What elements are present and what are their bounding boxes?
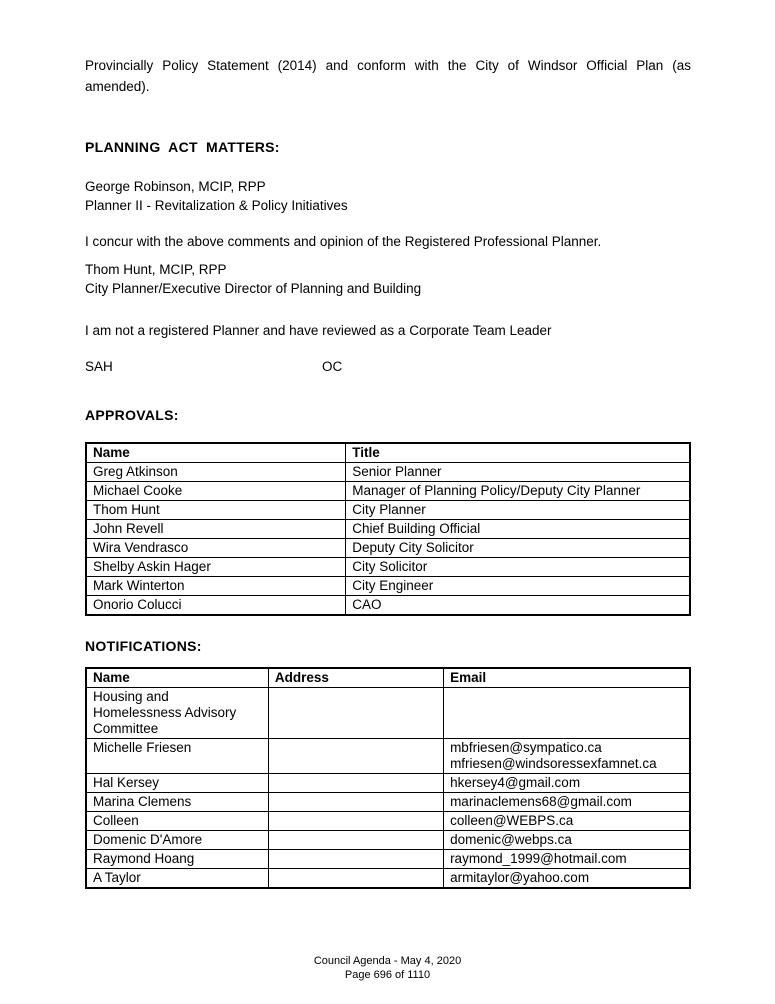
table-cell [268, 688, 443, 739]
table-row [86, 577, 690, 596]
table-cell: Raymond Hoang [86, 850, 268, 869]
column-header: Email [444, 668, 690, 688]
table-cell: hkersey4@gmail.com [444, 774, 690, 793]
author-name: George Robinson, MCIP, RPP [85, 179, 266, 194]
planning-act-heading: PLANNING ACT MATTERS: [85, 139, 280, 155]
approvals-heading: APPROVALS: [85, 407, 179, 423]
table-header-row [86, 443, 690, 463]
table-cell [268, 869, 443, 889]
column-header: Address [268, 668, 443, 688]
table-row [86, 774, 690, 793]
table-header-row [86, 668, 690, 688]
table-cell: Shelby Askin Hager [86, 558, 346, 577]
table-cell: CAO [346, 596, 690, 616]
table-cell [268, 850, 443, 869]
table-row [86, 520, 690, 539]
notifications-heading: NOTIFICATIONS: [85, 638, 202, 654]
initials-right: OC [322, 359, 343, 374]
table-cell: mbfriesen@sympatico.ca mfriesen@windsoressexfamnet.ca [444, 739, 690, 774]
column-header: Name [86, 443, 346, 463]
table-cell: Michelle Friesen [86, 739, 268, 774]
table-row [86, 539, 690, 558]
table-cell: Housing and Homelessness Advisory Committee [86, 688, 268, 739]
table-cell: Wira Vendrasco [86, 539, 346, 558]
table-cell: A Taylor [86, 869, 268, 889]
table-row [86, 869, 690, 889]
table-row [86, 482, 690, 501]
table-cell: colleen@WEBPS.ca [444, 812, 690, 831]
table-cell: domenic@webps.ca [444, 831, 690, 850]
author-title: Planner II - Revitalization & Policy Initiatives [85, 198, 348, 213]
table-cell: John Revell [86, 520, 346, 539]
table-cell: City Solicitor [346, 558, 690, 577]
document-content [85, 55, 691, 889]
table-row [86, 793, 690, 812]
concur-signature-block [85, 260, 691, 298]
table-row [86, 688, 690, 739]
table-cell: Thom Hunt [86, 501, 346, 520]
initials-row [85, 357, 691, 376]
table-cell: Senior Planner [346, 463, 690, 482]
reviewer-statement: I am not a registered Planner and have reviewed as a Corporate Team Leader [85, 323, 552, 338]
table-row [86, 812, 690, 831]
table-row [86, 831, 690, 850]
table-row [86, 558, 690, 577]
concur-name: Thom Hunt, MCIP, RPP [85, 262, 227, 277]
table-row [86, 850, 690, 869]
table-cell: City Engineer [346, 577, 690, 596]
table-cell: Marina Clemens [86, 793, 268, 812]
table-cell: Deputy City Solicitor [346, 539, 690, 558]
concur-title: City Planner/Executive Director of Planning and Building [85, 281, 422, 296]
table-row [86, 596, 690, 616]
table-cell: Greg Atkinson [86, 463, 346, 482]
table-cell: City Planner [346, 501, 690, 520]
table-cell: Michael Cooke [86, 482, 346, 501]
intro-paragraph: Provincially Policy Statement (2014) and conform with the City of Windsor Official Plan (as amended). [85, 58, 691, 94]
table-cell: Domenic D'Amore [86, 831, 268, 850]
table-cell: Hal Kersey [86, 774, 268, 793]
table-cell [268, 812, 443, 831]
author-signature-block [85, 177, 691, 215]
table-cell [444, 688, 690, 739]
table-cell: raymond_1999@hotmail.com [444, 850, 690, 869]
table-cell [268, 774, 443, 793]
table-cell: Onorio Colucci [86, 596, 346, 616]
table-cell: Colleen [86, 812, 268, 831]
table-cell [268, 831, 443, 850]
page-footer [0, 954, 775, 982]
approvals-table [85, 442, 691, 616]
table-cell: Mark Winterton [86, 577, 346, 596]
table-cell: Manager of Planning Policy/Deputy City Planner [346, 482, 690, 501]
column-header: Name [86, 668, 268, 688]
table-cell [268, 793, 443, 812]
table-row [86, 463, 690, 482]
initials-left: SAH [85, 359, 113, 374]
table-row [86, 501, 690, 520]
footer-page-number: Page 696 of 1110 [344, 969, 431, 981]
table-cell: armitaylor@yahoo.com [444, 869, 690, 889]
concur-statement: I concur with the above comments and opinion of the Registered Professional Planner. [85, 234, 602, 249]
table-cell [268, 739, 443, 774]
table-row [86, 739, 690, 774]
footer-agenda-line: Council Agenda - May 4, 2020 [313, 955, 462, 967]
notifications-table [85, 667, 691, 889]
column-header: Title [346, 443, 690, 463]
table-cell: marinaclemens68@gmail.com [444, 793, 690, 812]
table-cell: Chief Building Official [346, 520, 690, 539]
